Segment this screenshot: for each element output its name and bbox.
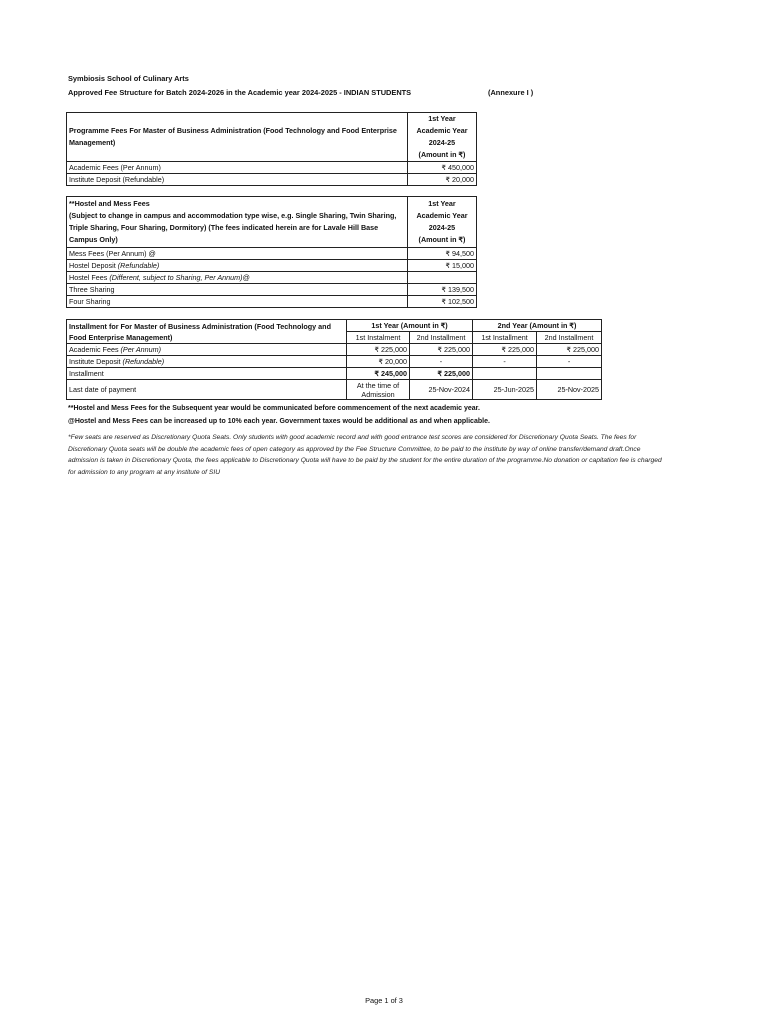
row-value: - xyxy=(473,356,537,368)
row-value: ₹ 225,000 xyxy=(473,344,537,356)
row-label: Hostel Fees (Different, subject to Sharing, Per Annum)@ xyxy=(67,272,408,284)
programme-fees-heading: Programme Fees For Master of Business Administration (Food Technology and Food Enterprise Management) xyxy=(67,113,408,162)
institute-name: Symbiosis School of Culinary Arts xyxy=(68,74,189,83)
year1-header: 1st Year (Amount in ₹) xyxy=(347,320,473,332)
row-value: 25-Nov-2025 xyxy=(537,380,602,400)
row-label: Academic Fees (Per Annum) xyxy=(67,162,408,174)
hostel-heading-title: **Hostel and Mess Fees xyxy=(69,199,150,208)
row-value: 25-Jun-2025 xyxy=(473,380,537,400)
row-label: Mess Fees (Per Annum) @ xyxy=(67,248,408,260)
table-row xyxy=(67,368,602,380)
hostel-mess-fees-table xyxy=(66,196,477,308)
row-amount: ₹ 15,000 xyxy=(408,260,477,272)
year2-header: 2nd Year (Amount in ₹) xyxy=(473,320,602,332)
table-row xyxy=(67,380,602,400)
hostel-subsequent-note: **Hostel and Mess Fees for the Subsequent year would be communicated before commencement of the next academic year. xyxy=(68,405,480,412)
row-label: Institute Deposit (Refundable) xyxy=(67,174,408,186)
hostel-increase-note: @Hostel and Mess Fees can be increased up to 10% each year. Government taxes would be additional as and when applicable. xyxy=(68,418,490,425)
row-amount: ₹ 102,500 xyxy=(408,296,477,308)
row-label: Institute Deposit (Refundable) xyxy=(67,356,347,368)
programme-year-header: 1st Year Academic Year 2024-25 (Amount in ₹) xyxy=(408,113,477,162)
row-amount: ₹ 139,500 xyxy=(408,284,477,296)
row-value: At the time of Admission xyxy=(347,380,410,400)
table-row xyxy=(67,356,602,368)
sub-header: 1st Instalment xyxy=(347,332,410,344)
row-value: ₹ 245,000 xyxy=(347,368,410,380)
row-value xyxy=(537,368,602,380)
row-amount: ₹ 450,000 xyxy=(408,162,477,174)
row-value: ₹ 225,000 xyxy=(410,368,473,380)
document-title: Approved Fee Structure for Batch 2024-2026 in the Academic year 2024-2025 - INDIAN STUDENTS xyxy=(68,88,412,97)
installment-heading: Installment for For Master of Business Administration (Food Technology and Food Enterprise Management) xyxy=(67,320,347,344)
row-label: Last date of payment xyxy=(67,380,347,400)
row-label: Four Sharing xyxy=(67,296,408,308)
row-label: Installment xyxy=(67,368,347,380)
row-label: Academic Fees (Per Annum) xyxy=(67,344,347,356)
row-amount: ₹ 20,000 xyxy=(408,174,477,186)
row-value: - xyxy=(410,356,473,368)
row-label: Hostel Deposit (Refundable) xyxy=(67,260,408,272)
page-number: Page 1 of 3 xyxy=(365,996,403,1005)
table-row xyxy=(67,174,477,186)
row-value: ₹ 225,000 xyxy=(410,344,473,356)
row-value: 25-Nov-2024 xyxy=(410,380,473,400)
row-value: - xyxy=(537,356,602,368)
table-row xyxy=(67,284,477,296)
table-row xyxy=(67,344,602,356)
row-value: ₹ 225,000 xyxy=(537,344,602,356)
sub-header: 1st Installment xyxy=(473,332,537,344)
table-row xyxy=(67,248,477,260)
hostel-fees-heading xyxy=(67,197,408,248)
row-value: ₹ 225,000 xyxy=(347,344,410,356)
table-row xyxy=(67,162,477,174)
row-value: ₹ 20,000 xyxy=(347,356,410,368)
hostel-heading-details: (Subject to change in campus and accommodation type wise, e.g. Single Sharing, Twin Sharing, Triple Sharing, Four Sharing, Dormitory) (The fees indicated herein are for Lavale Hill Base Campus Only) xyxy=(69,211,397,244)
sub-header: 2nd Installment xyxy=(537,332,602,344)
sub-header: 2nd Installment xyxy=(410,332,473,344)
annexure-label: (Annexure I ) xyxy=(488,88,534,97)
row-label: Three Sharing xyxy=(67,284,408,296)
installment-table xyxy=(66,319,602,400)
table-row xyxy=(67,296,477,308)
hostel-year-header: 1st Year Academic Year 2024-25 (Amount in ₹) xyxy=(408,197,477,248)
row-amount xyxy=(408,272,477,284)
discretionary-quota-footnote: *Few seats are reserved as Discretionary Quota Seats. Only students with good academic record and with good entrance test scores are considered for Discretionary Quota Seats. The fees for Discretionary Quota seats will be double the academic fees of open category as approved by the Fee Structure Committee, to be paid to the institute by way of online transfer/demand draft.Once admission is taken in Discretionary Quota, the fees applicable to Discretionary Quota will have to be paid by the student for the entire duration of the programme.No donation or capitation fee is charged for admission to any program at any institute of SIU xyxy=(68,434,662,476)
row-amount: ₹ 94,500 xyxy=(408,248,477,260)
row-value xyxy=(473,368,537,380)
table-row xyxy=(67,272,477,284)
programme-fees-table xyxy=(66,112,477,186)
table-row xyxy=(67,260,477,272)
